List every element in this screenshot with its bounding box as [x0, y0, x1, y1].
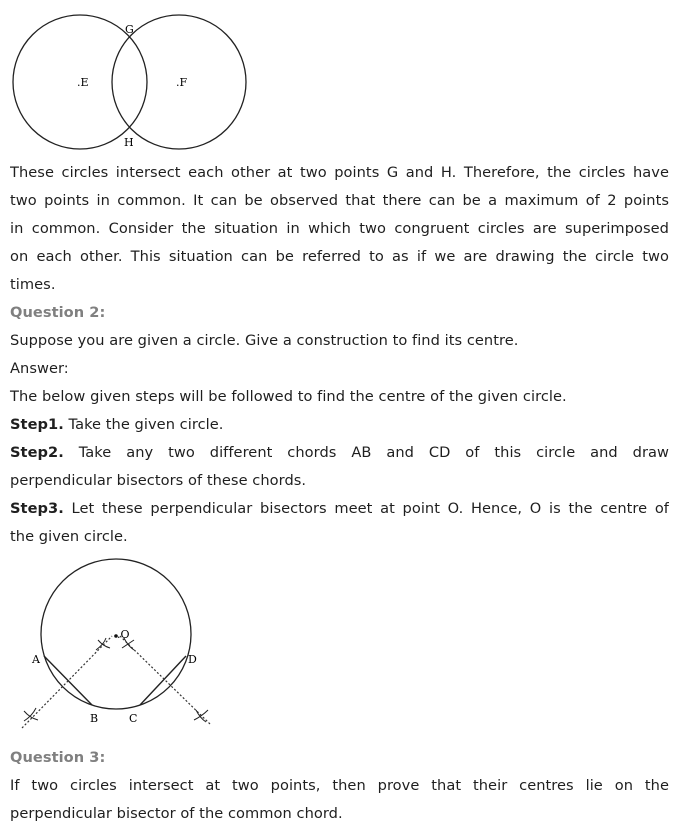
question-2-block: [10, 299, 669, 551]
step-2-line-1: [10, 439, 669, 467]
step-3-line-2: the given circle.: [10, 528, 128, 545]
label-o: .O: [117, 628, 130, 641]
step-3-text: Let these perpendicular bisectors meet at point O. Hence, O is the centre of: [63, 500, 669, 517]
paragraph-intersection: [10, 159, 669, 299]
paragraph-line: on each other. This situation can be referred to as if we are drawing the circle two: [10, 248, 669, 265]
question-3-line-2: perpendicular bisector of the common chord.: [10, 805, 343, 822]
arc-mark: [122, 640, 134, 648]
answer-intro: The below given steps will be followed to find the centre of the given circle.: [10, 388, 567, 405]
bisector-ab: [22, 636, 112, 728]
paragraph-line: in common. Consider the situation in which two congruent circles are superimposed: [10, 220, 669, 237]
label-d: D: [188, 653, 197, 666]
step-1: [10, 411, 669, 439]
step-1-label: Step1.: [10, 416, 64, 433]
answer-label: Answer:: [10, 360, 69, 377]
question-3-block: [10, 744, 669, 828]
label-f: .F: [176, 76, 188, 89]
question-3-line-1: If two circles intersect at two points, then prove that their centres lie on the: [10, 777, 669, 794]
label-a: A: [32, 653, 40, 666]
question-3-heading: Question 3:: [10, 749, 106, 766]
step-2-text: Take any two different chords AB and CD of this circle and draw: [63, 444, 669, 461]
label-b: B: [90, 712, 99, 725]
paragraph-line: These circles intersect each other at two points G and H. Therefore, the circles have: [10, 164, 669, 181]
step-1-text: Take the given circle.: [63, 416, 224, 433]
label-h: H: [124, 136, 134, 149]
question-2-prompt: Suppose you are given a circle. Give a construction to find its centre.: [10, 332, 519, 349]
label-c: C: [129, 712, 138, 725]
step-2-label: Step2.: [10, 444, 64, 461]
paragraph-line: times.: [10, 276, 56, 293]
intersecting-circles-figure: [0, 0, 260, 152]
step-3-line-1: [10, 495, 669, 523]
label-e: .E: [77, 76, 89, 89]
paragraph-line: two points in common. It can be observed that there can be a maximum of 2 points: [10, 192, 669, 209]
step-3-label: Step3.: [10, 500, 64, 517]
circle-centre-construction-figure: [0, 558, 230, 738]
chord-cd: [140, 656, 186, 705]
given-circle: [41, 559, 191, 709]
question-2-heading: Question 2:: [10, 304, 106, 321]
chord-ab: [44, 656, 92, 705]
step-2-line-2: perpendicular bisectors of these chords.: [10, 472, 307, 489]
label-g: G: [125, 23, 134, 36]
